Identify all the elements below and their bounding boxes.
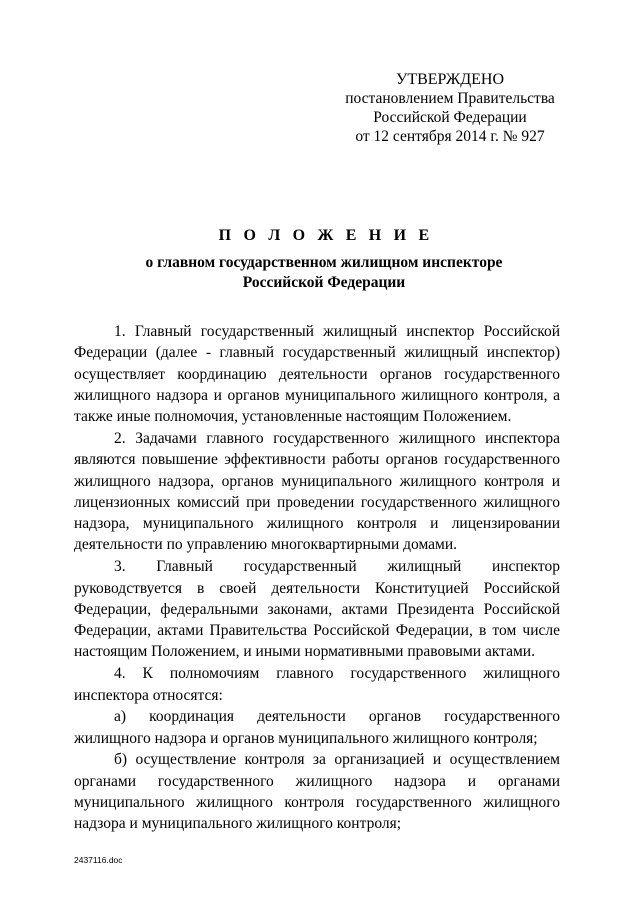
paragraph-2: 2. Задачами главного государственного жилищного инспектора являются повышение эффективности работы органов государственного жилищного надзора, органов муниципального жилищного контроля и лицензионных комиссий при проведении государственного жилищного надзора, муниципального жилищного контроля и лицензировании деятельности по управлению многоквартирными домами. <box>74 429 560 554</box>
paragraph-3: 3. Главный государственный жилищный инспектор руководствуется в своей деятельности Конституцией Российской Федерации, федеральными законами, актами Президента Российской Федерации, актами Правительства Российской Федерации, в том числе настоящим Положением, и иными нормативными правовыми актами. <box>74 558 560 661</box>
paragraph-4b: б) осуществление контроля за организацией и осуществлением органами государственного жилищного надзора и органами муниципального жилищного контроля государственного жилищного надзора и муниципального жилищного контроля; <box>74 751 560 833</box>
approval-line-3: от 12 сентября 2014 г. № 927 <box>355 128 545 145</box>
subtitle-line-1: о главном государственном жилищном инспекторе <box>145 254 503 271</box>
file-name-footer: 2437116.doc <box>74 855 123 865</box>
approval-heading: УТВЕРЖДЕНО <box>395 71 504 88</box>
document-body <box>74 321 560 835</box>
approval-stamp <box>330 70 570 146</box>
subtitle-line-2: Российской Федерации <box>242 273 406 291</box>
paragraph-4a: а) координация деятельности органов государственного жилищного надзора и органов муниципального жилищного контроля; <box>74 708 560 747</box>
approval-line-2: Российской Федерации <box>373 109 527 126</box>
document-subtitle <box>0 253 640 292</box>
paragraph-1: 1. Главный государственный жилищный инспектор Российской Федерации (далее - главный государственный жилищный инспектор) осуществляет координацию деятельности органов государственного жилищного надзора и органов муниципального жилищного контроля, а также иные полномочия, установленные настоящим Положением. <box>74 323 560 426</box>
document-title: П О Л О Ж Е Н И Е <box>218 227 434 244</box>
approval-line-1: постановлением Правительства <box>345 90 555 107</box>
paragraph-4: 4. К полномочиям главного государственного жилищного инспектора относятся: <box>74 665 560 704</box>
